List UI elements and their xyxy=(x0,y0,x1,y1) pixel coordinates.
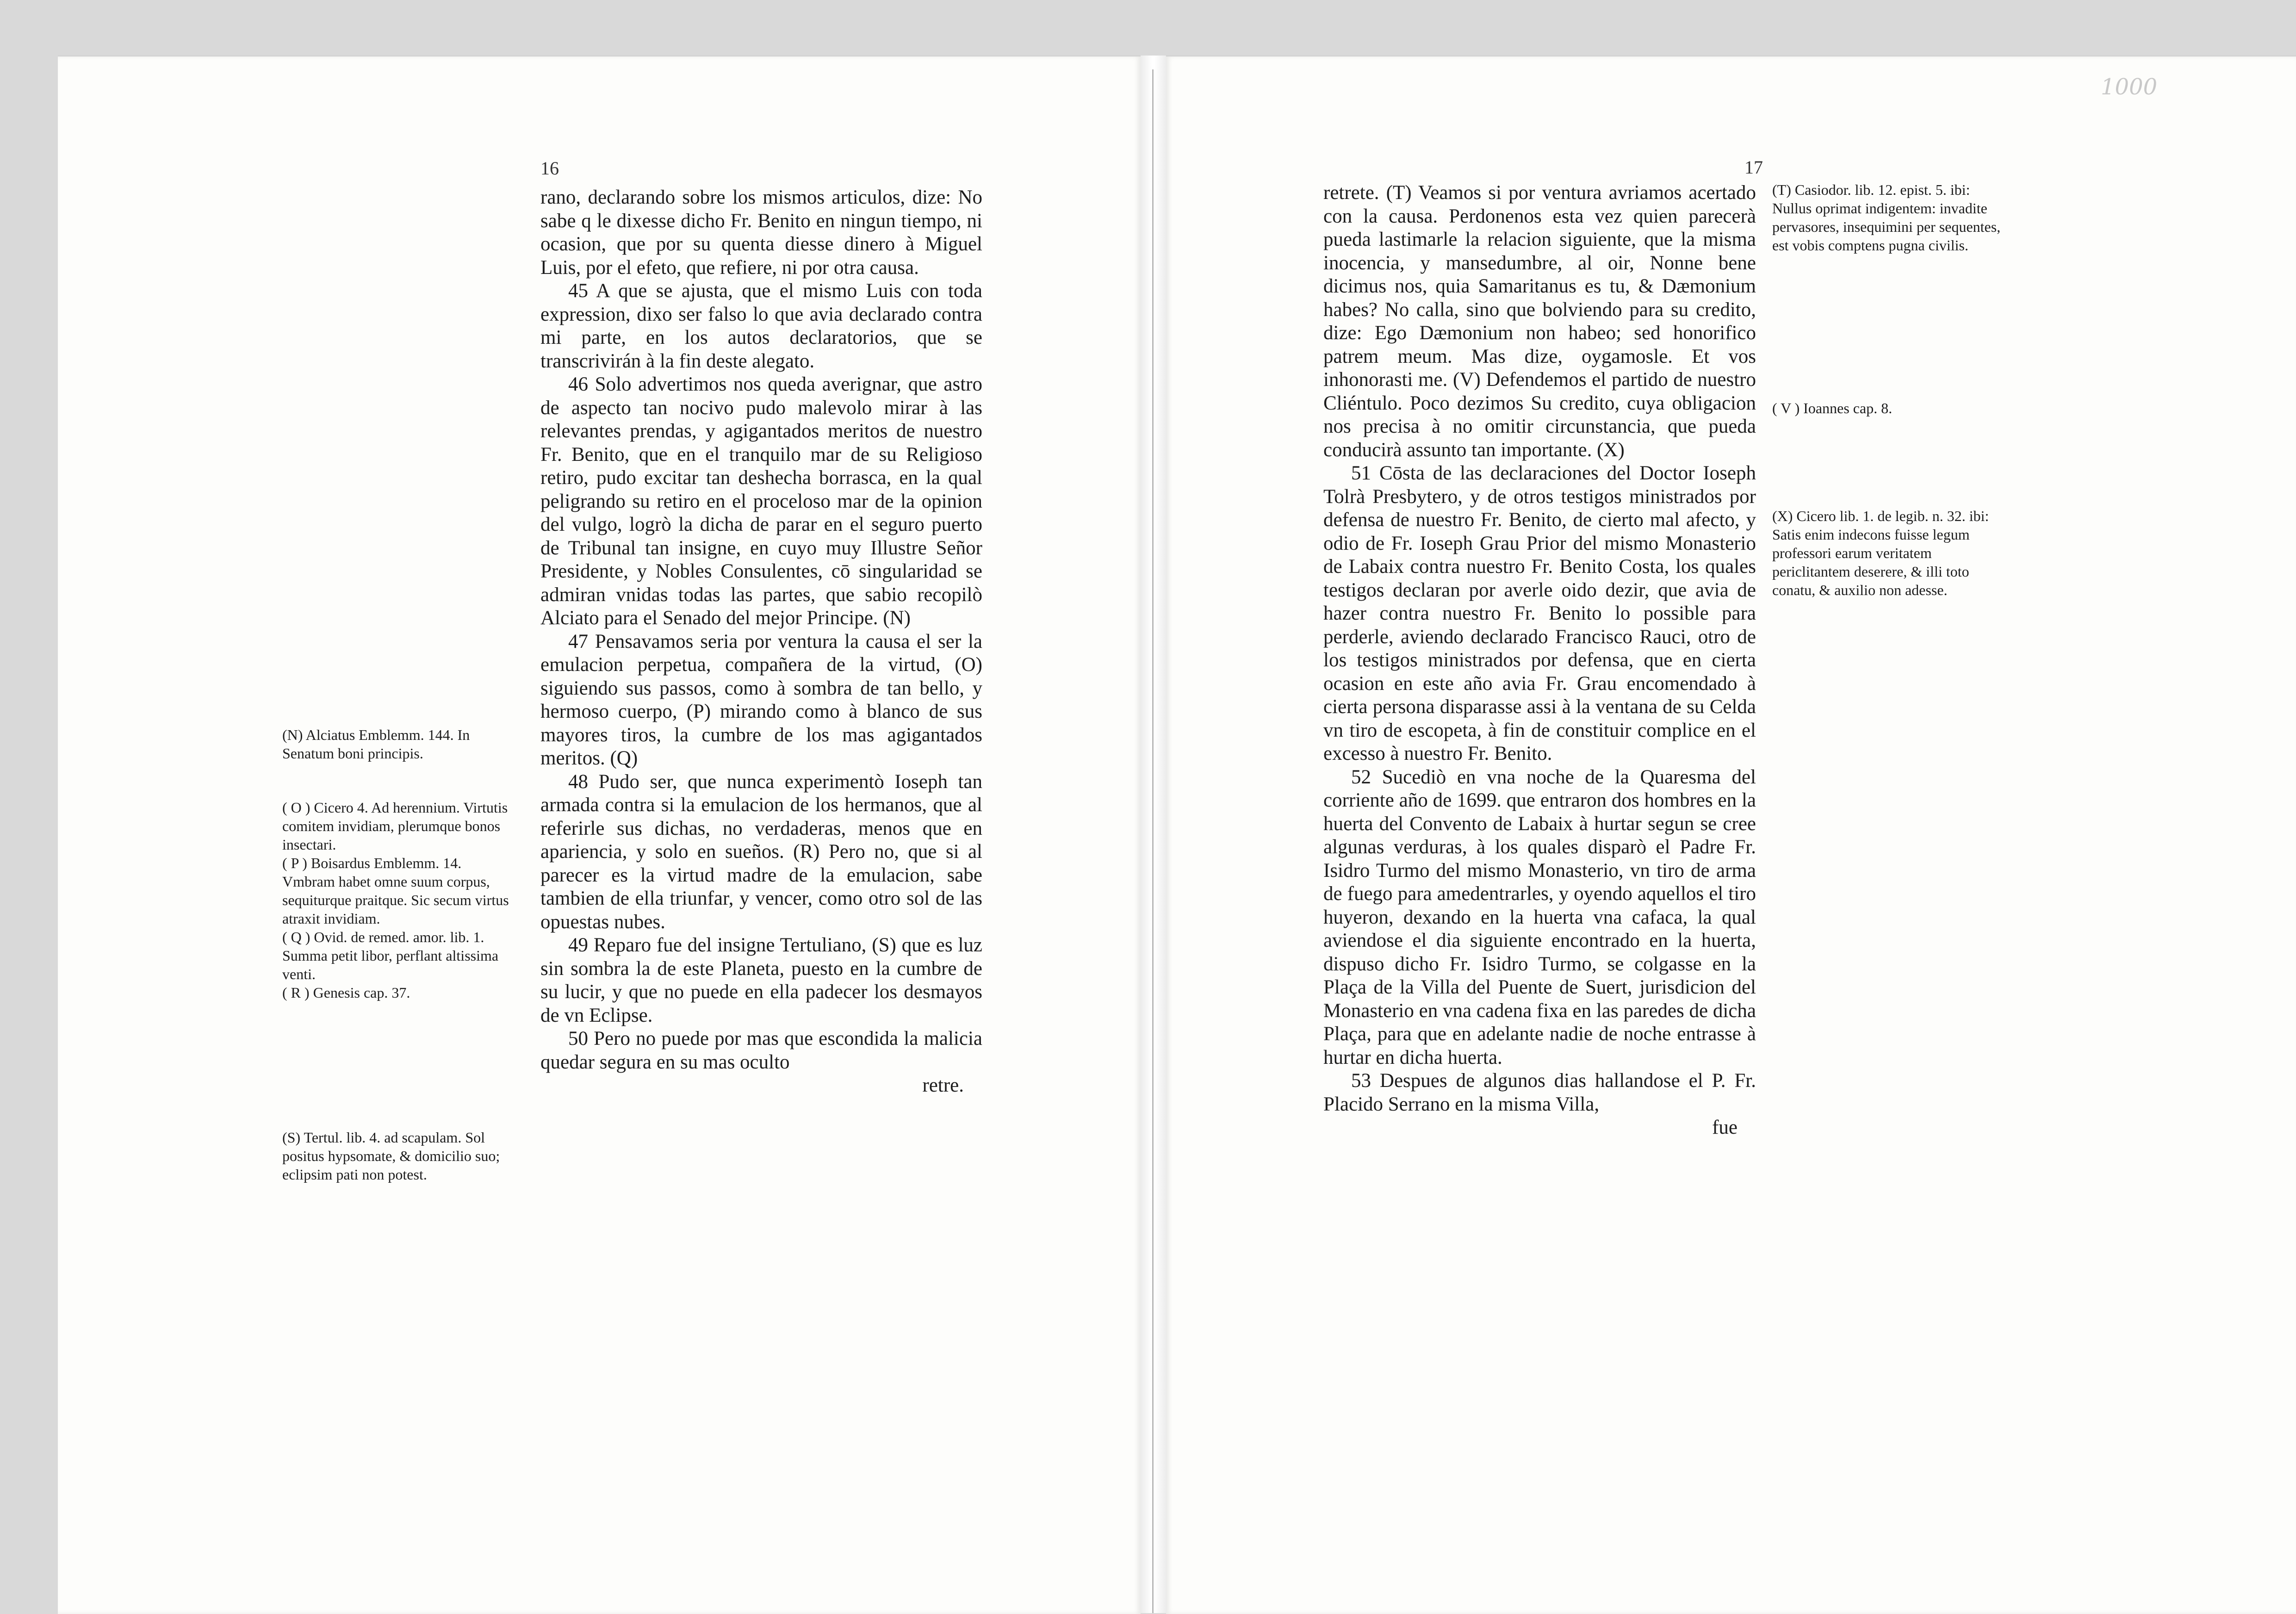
margin-note-P: ( P ) Boisardus Emblemm. 14. Vmbram habet omne suum corpus, sequiturque praitque. Sic secum virtus atraxit invidiam. xyxy=(282,855,509,927)
left-page-number: 16 xyxy=(540,158,559,179)
paragraph-49: 49 Reparo fue del insigne Tertuliano, (S) que es luz sin sombra la de este Planeta, puesto en la cumbre de su lucir, y que no puede en ella padecer los desmayos de vn Eclipse. xyxy=(540,934,982,1026)
pencil-folio-mark: 1000 xyxy=(2101,74,2158,100)
margin-note-Q: ( Q ) Ovid. de remed. amor. lib. 1. Summa petit libor, perflant altissima venti. xyxy=(282,929,499,982)
margin-note-N: (N) Alciatus Emblemm. 144. In Senatum boni principis. xyxy=(282,726,470,762)
margin-note-X: (X) Cicero lib. 1. de legib. n. 32. ibi: Satis enim indecons fuisse legum professori earum veritatem periclitantem deserere, & illi toto conatu, & auxilio non adesse. xyxy=(1772,508,1989,598)
left-catchword: retre. xyxy=(922,1074,964,1096)
margin-note-V: ( V ) Ioannes cap. 8. xyxy=(1772,400,1893,416)
right-catchword: fue xyxy=(1712,1117,1738,1138)
paragraph-50: 50 Pero no puede por mas que escondida la malicia quedar segura en su mas oculto xyxy=(540,1028,982,1073)
paragraph-48: 48 Pudo ser, que nunca experimentò Ioseph tan armada contra si la emulacion de los hermanos, que al referirle sus dichas, no verdaderas, menos que en apariencia, y solo en sueños. (R) Pero no, que si al parecer es la virtud madre de la emulacion, sabe tambien de ella triunfar, y vencer, como otro sol de las opuestas nubes. xyxy=(540,770,982,933)
left-page-body xyxy=(540,186,982,1098)
paragraph-51: 51 Cōsta de las declaraciones del Doctor Ioseph Tolrà Presbytero, y de otros testigos ministrados por defensa de nuestro Fr. Benito, de cierto mal afecto, y odio de Fr. Ioseph Grau Prior del mismo Monasterio de Labaix contra nuestro Fr. Benito Costa, los quales testigos declaran por averle oido dezir, que avia de hazer contra nuestro Fr. Benito lo possible para perderle, aviendo declarado Francisco Rauci, otro de los testigos ministrados por defensa, que en cierta ocasion en este año avia Fr. Grau encomendado à cierta persona disparasse assi à la ventana de su Celda vn tiro de escopeta, à fin de constituir complice en el excesso à nuestro Fr. Benito. xyxy=(1323,462,1756,764)
margin-note-O: ( O ) Cicero 4. Ad herennium. Virtutis comitem invidiam, plerumque bonos insectari. xyxy=(282,799,508,853)
margin-notes-O-R xyxy=(282,798,514,1002)
margin-note-R: ( R ) Genesis cap. 37. xyxy=(282,984,410,1001)
fold-line xyxy=(1152,69,1154,1613)
paragraph-50-continued: retrete. (T) Veamos si por ventura avriamos acertado con la causa. Perdonenos esta vez quien parecerà pueda lastimarle la relacion siguiente, que la misma inocencia, y mansedumbre, al oir, Nonne bene dicimus nos, quia Samaritanus es tu, & Dæmonium habes? No calla, sino que bolviendo para su credito, dize: Ego Dæmonium non habeo; sed honorifico patrem meum. Mas dize, oygamosle. Et vos inhonorasti me. (V) Defendemos el partido de nuestro Cliéntulo. Poco dezimos Su credito, cuya obligacion nos precisa à no omitir circunstancia, que pueda conducirà assunto tan importante. (X) xyxy=(1323,182,1756,461)
paragraph-45: 45 A que se ajusta, que el mismo Luis con toda expression, dixo ser falso lo que avia declarado contra mi parte, en los autos declaratorios, que se transcrivirán à la fin deste alegato. xyxy=(540,280,982,372)
paragraph-46: 46 Solo advertimos nos queda averignar, que astro de aspecto tan nocivo pudo malevolo mirar à las relevantes prendas, y agigantados meritos de nuestro Fr. Benito, que en el tranquilo mar de su Religioso retiro, pudo excitar tan deshecha borrasca, en la qual peligrando su retiro en el proceloso mar de la opinion del vulgo, logrò la dicha de parar en el seguro puerto de Tribunal tan insigne, en cuyo muy Illustre Señor Presidente, y Nobles Consulentes, cō singularidad se admiran vnidas todas las partes, que sabio recopilò Alciato para el Senado del mejor Principe. (N) xyxy=(540,373,982,629)
paragraph-53: 53 Despues de algunos dias hallandose el P. Fr. Placido Serrano en la misma Villa, xyxy=(1323,1070,1756,1115)
margin-note-T: (T) Casiodor. lib. 12. epist. 5. ibi: Nullus oprimat indigentem: invadite pervasores, insequimini per sequentes, est vobis comptens pugna civilis. xyxy=(1772,181,2001,254)
paragraph-44-continued: rano, declarando sobre los mismos articulos, dize: No sabe q le dixesse dicho Fr. Benito en ningun tiempo, ni ocasion, que por su quenta diesse dinero à Miguel Luis, por el efeto, que refiere, ni por otra causa. xyxy=(540,186,982,279)
margin-note-S: (S) Tertul. lib. 4. ad scapulam. Sol positus hypsomate, & domicilio suo; eclipsim pati non potest. xyxy=(282,1129,500,1183)
right-page-number: 17 xyxy=(1744,157,1763,178)
paragraph-52: 52 Sucediò en vna noche de la Quaresma del corriente año de 1699. que entraron dos hombres en la huerta del Convento de Labaix à hurtar segun se cree algunas verduras, à los quales disparò el Padre Fr. Isidro Turmo del mismo Monasterio, vn tiro de arma de fuego para amedentrarles, y oyendo aquellos el tiro huyeron, dexando en la huerta vna cafaca, la qual aviendose el dia siguiente encontrado en la huerta, dispuso dicho Fr. Isidro Turmo, se colgasse en la Plaça de la Villa del Puente de Suert, jurisdicion del Monasterio en vna cadena fixa en las paredes de dicha Plaça, para que en adelante nadie de noche entrasse à hurtar en dicha huerta. xyxy=(1323,766,1756,1068)
right-page-body xyxy=(1323,181,1756,1140)
paragraph-47: 47 Pensavamos seria por ventura la causa el ser la emulacion perpetua, compañera de la virtud, (O) siguiendo sus passos, como à sombra de tan bello, y hermoso cuerpo, (P) mirando como à blanco de sus mayores tiros, la cumbre de los mas agigantados meritos. (Q) xyxy=(540,630,982,769)
